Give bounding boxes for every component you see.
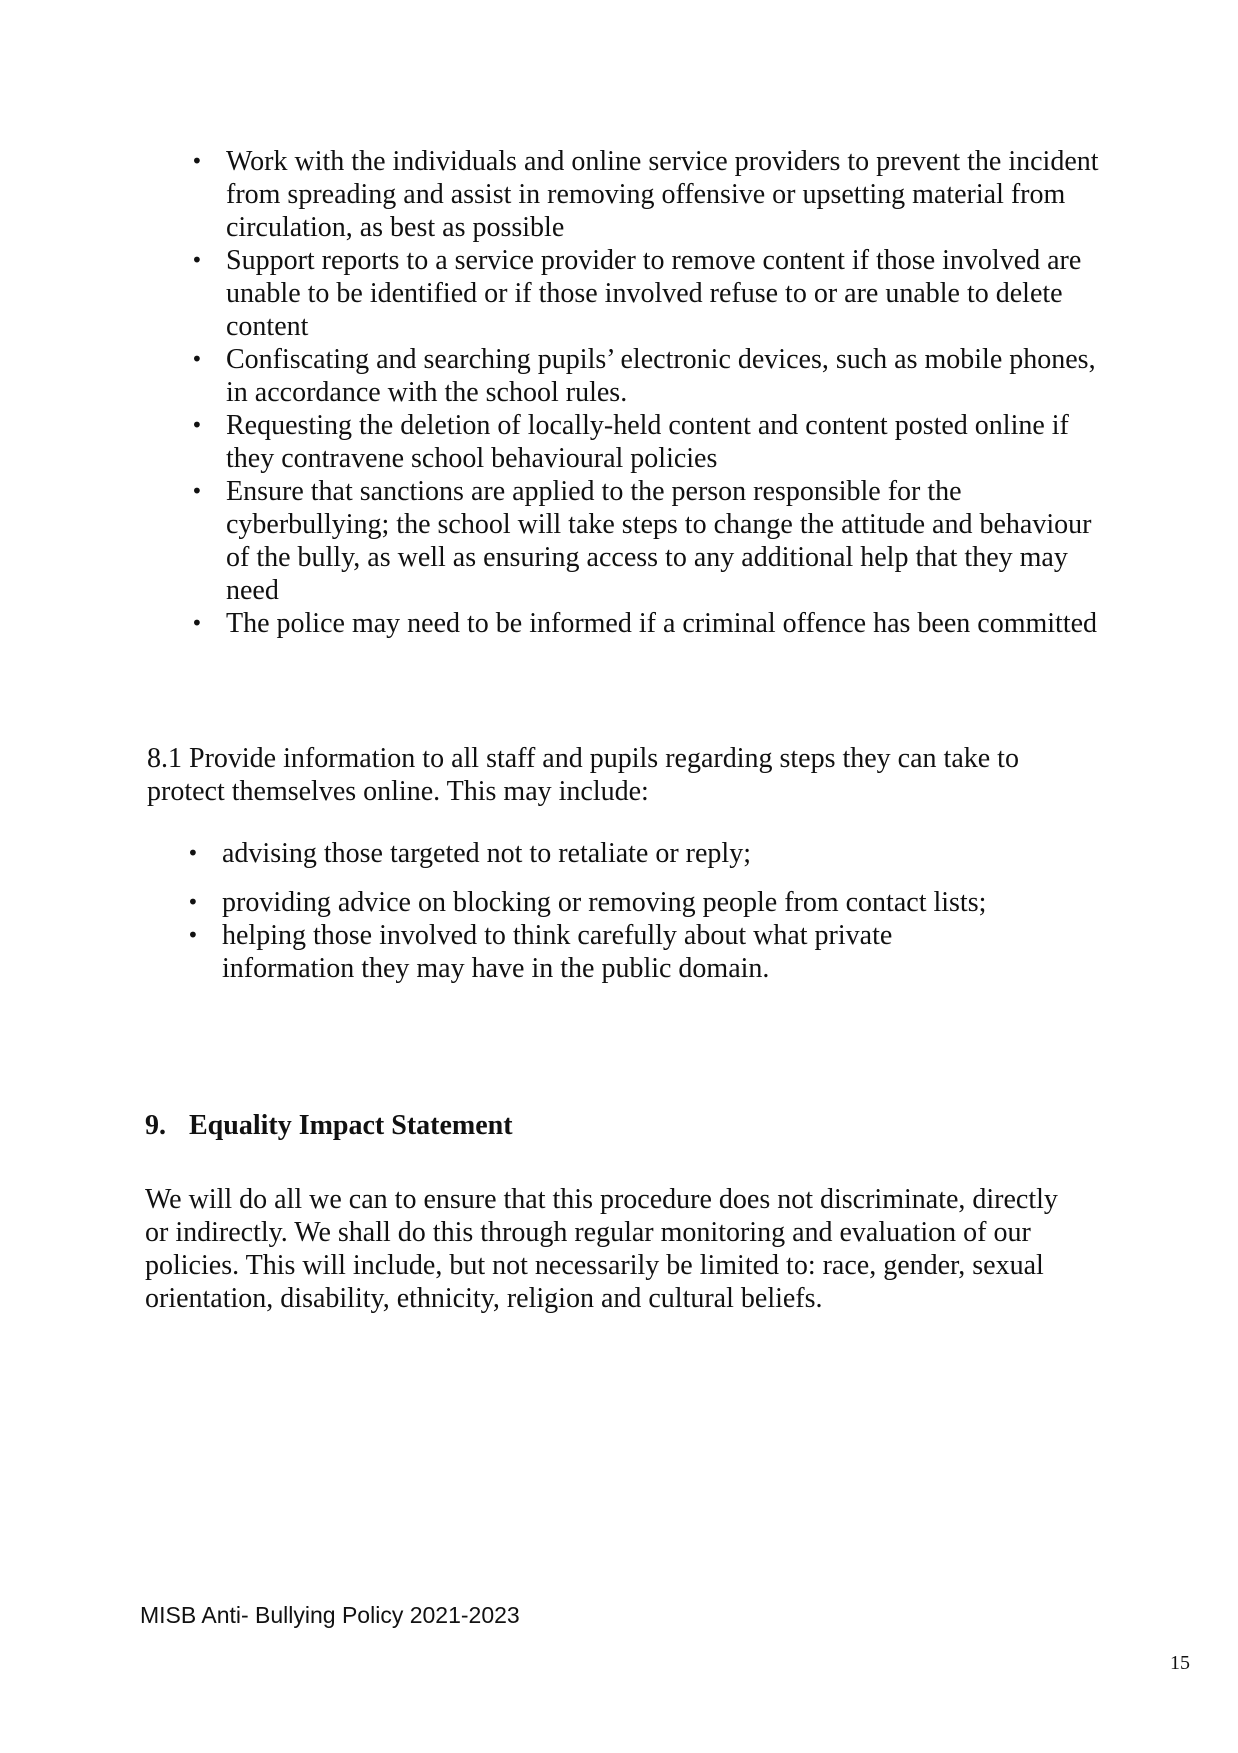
bullet-icon: • (191, 347, 203, 371)
section-number: 9. (145, 1110, 166, 1141)
list-item: • Support reports to a service provider to remove content if those involved are unable to be identified or if those involved refuse to or are unable to delete content (191, 245, 1082, 342)
bullet-icon: • (191, 611, 203, 635)
list-item: • Work with the individuals and online service providers to prevent the incident from spreading and assist in removing offensive or upsetting material from circulation, as best as possible (191, 146, 1099, 243)
list-item: • The police may need to be informed if a criminal offence has been committed (191, 608, 1098, 639)
list-item: • helping those involved to think carefully about what private information they may have in the public domain. (187, 920, 893, 984)
equality-statement-paragraph: We will do all we can to ensure that this procedure does not discriminate, directly or indirectly. We shall do this through regular monitoring and evaluation of our policies. This will include, but not necessarily be limited to: race, gender, sexual orientation, disability, ethnicity, religion and cultural beliefs. (145, 1184, 1058, 1314)
bullet-icon: • (187, 841, 199, 865)
section-title: Equality Impact Statement (189, 1110, 513, 1141)
section-9-heading (145, 1110, 513, 1142)
list-item: • Requesting the deletion of locally-held content and content posted online if they contravene school behavioural policies (191, 410, 1069, 474)
list-item: • Confiscating and searching pupils’ electronic devices, such as mobile phones, in accordance with the school rules. (191, 344, 1096, 408)
bullet-icon: • (191, 479, 203, 503)
action-list (191, 145, 1106, 640)
bullet-icon: • (187, 923, 199, 947)
footer-text: MISB Anti- Bullying Policy 2021-2023 (140, 1602, 520, 1628)
bullet-icon: • (191, 413, 203, 437)
page-number: 15 (1170, 1652, 1190, 1674)
bullet-icon: • (191, 149, 203, 173)
list-item: • providing advice on blocking or removing people from contact lists; (187, 887, 987, 918)
bullet-icon: • (187, 890, 199, 914)
list-item: • Ensure that sanctions are applied to the person responsible for the cyberbullying; the school will take steps to change the attitude and behaviour of the bully, as well as ensuring access to any additional help that they may need (191, 476, 1092, 606)
online-safety-list (187, 837, 1002, 985)
bullet-icon: • (191, 248, 203, 272)
section-8-1-paragraph: 8.1 Provide information to all staff and pupils regarding steps they can take to protect themselves online. This may include: (147, 743, 1019, 807)
list-item: • advising those targeted not to retaliate or reply; (187, 838, 751, 869)
